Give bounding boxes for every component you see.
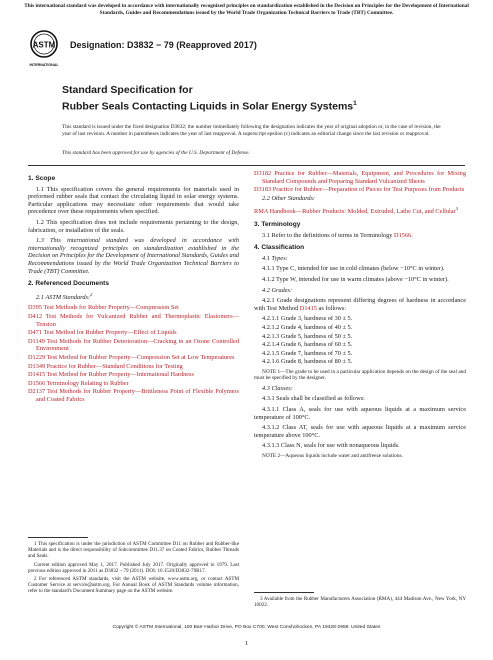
reference-item: D1415 Test Method for Rubber Property—International Hardness	[28, 371, 194, 379]
note-2: NOTE 2—Aqueous liquids include water and antifreeze solutions.	[262, 452, 403, 459]
title-line-1: Standard Specification for	[62, 84, 193, 96]
dod-approval: This standard has been approved for use by agencies of the U.S. Department of Defense.	[62, 150, 250, 156]
reference-link[interactable]: D395	[28, 304, 42, 312]
reference-link[interactable]: D1415	[299, 304, 317, 312]
para-4-1: 4.1 Types:	[262, 254, 288, 262]
section-2-heading: 2. Referenced Documents	[28, 280, 109, 288]
para-4-3-1: 4.3.1 Seals shall be classified as follows:	[262, 395, 365, 403]
reference-link[interactable]: D3182	[254, 170, 272, 177]
reference-link[interactable]: D412	[28, 313, 42, 320]
copyright-line: Copyright © ASTM International, 100 Barr Harbor Drive, PO Box C700, West Conshohocken, PA 19428-2959. United States	[112, 625, 381, 630]
title-line-2	[62, 97, 462, 114]
reference-item: D3182 Practice for Rubber—Materials, Equipment, and Procedures for Mixing Standard Compounds and Preparing Standard Vulcanized Sheets	[254, 170, 466, 185]
reference-item: D1566 Terminology Relating to Rubber	[28, 379, 129, 387]
para-1-2: 1.2 This specification does not include requirements pertaining to the design, fabrication, or installation of the seals.	[28, 218, 239, 234]
reference-item: D1149 Test Methods for Rubber Deterioration—Cracking in an Ozone Controlled Environment	[28, 337, 239, 353]
section-1-heading: 1. Scope	[28, 175, 56, 182]
reference-link[interactable]: D1229	[28, 353, 46, 361]
para-4-2-1: 4.2.1 Grade designations represent differing degrees of hardness in accordance with Test Method D1415 as follows:	[254, 297, 466, 312]
grade-item: 4.2.1.6 Grade 8, hardness of 80 ± 5.	[262, 358, 353, 366]
reference-link[interactable]: D2137	[28, 388, 46, 396]
reference-item: D1229 Test Method for Rubber Property—Compression Set at Low Temperatures	[28, 353, 235, 361]
note-1: NOTE 1—The grade to be used in a particular application depends on the design of the seal and must be specified by the designer.	[254, 368, 466, 382]
footnote-1b: Current edition approved May 1, 2017. Published July 2017. Originally approved in 1979. Last previous edition approved in 2011 as D3832 – 79 (2011). DOI: 10.1520/D3832-79R17.	[28, 561, 239, 574]
para-4-3-1-1: 4.3.1.1 Class A, seals for use with aqueous liquids at a maximum service temperature of 100°C.	[254, 405, 466, 421]
title-main: Rubber Seals Contacting Liquids in Solar Energy Systems	[62, 100, 354, 113]
reference-link[interactable]: D1566	[394, 231, 412, 239]
reference-list	[28, 304, 239, 403]
grade-item: 4.2.1.5 Grade 7, hardness of 70 ± 5.	[262, 349, 353, 357]
para-2-1: 2.1 ASTM Standards:$^2$	[36, 291, 93, 301]
reference-item: D471 Test Method for Rubber Property—Effect of Liquids	[28, 329, 177, 337]
grade-item: 4.2.1.2 Grade 4, hardness of 40 ± 5.	[262, 324, 353, 331]
grade-item: 4.2.1.3 Grade 5, hardness of 50 ± 5.	[262, 332, 353, 340]
reference-link[interactable]: D3183	[254, 186, 272, 194]
title-block	[62, 84, 462, 114]
section-3-heading: 3. Terminology	[254, 221, 301, 229]
para-1-3: 1.3 This international standard was developed in accordance with internationally recognized principles on standardization established in the Decision on Principles for the Development of International Standards, Guides and Recommendations issued by the World Trade Organization Technical Barriers to Trade (TBT) Committee.	[28, 237, 239, 275]
para-4-1-1: 4.1.1 Type C, intended for use in cold climates (below −10°C in winter).	[262, 265, 445, 273]
rma-reference: RMA Handbook—Rubber Products: Molded, Extruded, Lathe Cut, and Cellular$^3$	[254, 206, 458, 216]
footnote-2: 2 For referenced ASTM standards, visit the ASTM website, www.astm.org, or contact ASTM Customer Service at service@astm.org. For Annual Book of ASTM Standards volume information, refer to the standard's Document Summary page on the ASTM website.	[28, 576, 239, 595]
para-4-2: 4.2 Grades:	[262, 286, 293, 294]
header-divider	[28, 165, 465, 166]
section-4-heading: 4. Classification	[254, 244, 305, 252]
reference-item: D3183 Practice for Rubber—Preparation of Pieces for Test Purposes from Products	[254, 186, 465, 194]
footnotes-left	[28, 541, 239, 597]
left-column	[28, 170, 239, 405]
para-4-3-1-3: 4.3.1.3 Class N, seals for use with nonaqueous liquids.	[262, 442, 400, 450]
para-4-1-2: 4.1.2 Type W, intended for use in warm climates (above −10°C in winter).	[262, 276, 449, 284]
para-2-2: 2.2 Other Standards:	[262, 194, 316, 202]
grade-item: 4.2.1.1 Grade 3, hardness of 30 ± 5.	[262, 315, 353, 323]
para-4-3: 4.3 Classes:	[262, 384, 293, 392]
reference-link[interactable]: D1149	[28, 337, 45, 345]
footnote-divider-left	[28, 537, 88, 538]
footnote-1: 1 This specification is under the jurisdiction of ASTM Committee D11 on Rubber and Rubber-like Materials and is the direct responsibility of Subcommittee D11.37 on Coated Fabrics, Rubber Threads and Seals.	[28, 541, 239, 560]
reference-item: D395 Test Methods for Rubber Property—Compression Set	[28, 304, 179, 312]
reference-link[interactable]: D471	[28, 329, 42, 337]
svg-text:INTERNATIONAL: INTERNATIONAL	[29, 63, 59, 67]
astm-logo-icon	[28, 30, 60, 72]
page-number: 1	[244, 640, 249, 647]
grade-item: 4.2.1.4 Grade 6, hardness of 60 ± 5.	[262, 341, 353, 349]
reference-link[interactable]: D1415	[28, 371, 46, 379]
reference-link[interactable]: D1349	[28, 362, 46, 370]
reference-item: D2137 Test Methods for Rubber Property—Brittleness Point of Flexible Polymers and Coated Fabrics	[28, 388, 239, 403]
right-column	[254, 170, 466, 462]
designation: Designation: D3832 − 79 (Reapproved 2017)	[70, 40, 257, 50]
para-1-1: 1.1 This specification covers the general requirements for materials used in preformed rubber seals that contact the circulating liquid in solar energy systems. Particular applications may necessitate other requirements that would take precedence over these requirements when specified.	[28, 185, 239, 216]
footnote-divider-right	[254, 592, 314, 593]
svg-text:ASTM: ASTM	[32, 40, 56, 50]
reference-link[interactable]: D1566	[28, 379, 46, 387]
top-notice: This international standard was developed in accordance with internationally recognized principles on standardization established in the Decision on Principles for the Development of International Standards, Guides and Recommendations issued by the World Trade Organization Technical Barriers to Trade (TBT) Committee.	[24, 3, 469, 16]
standard-intro: This standard is issued under the fixed designation D3832; the number immediately following the designation indicates the year of original adoption or, in the case of revision, the year of last revision. A number in parentheses indicates the year of last reapproval. A superscript epsilon (ε) indicates an editorial change since the last revision or reapproval.	[62, 124, 441, 137]
footnote-3: 3 Available from the Rubber Manufacturers Association (RMA), 444 Madison Ave., New York, NY 10022.	[254, 596, 466, 609]
para-4-3-1-2: 4.3.1.2 Class AT, seals for use with aqueous liquids at a maximum service temperature above 100°C.	[254, 424, 466, 439]
reference-item: D1349 Practice for Rubber—Standard Conditions for Testing	[28, 362, 183, 370]
para-3-1: 3.1 Refer to the definitions of terms in Terminology D1566.	[262, 231, 413, 239]
title-footnote-mark: 1	[353, 100, 357, 107]
reference-item: D412 Test Methods for Vulcanized Rubber and Thermoplastic Elastomers—Tension	[28, 313, 239, 328]
footnotes-right	[254, 596, 466, 608]
